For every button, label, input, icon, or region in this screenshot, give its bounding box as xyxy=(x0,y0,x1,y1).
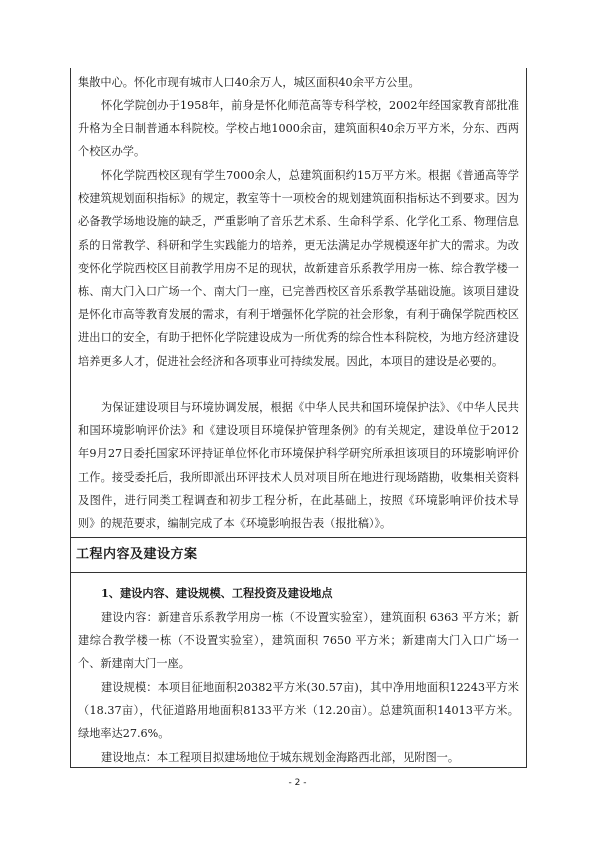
section-title: 工程内容及建设方案 xyxy=(76,547,198,562)
construction-scale: 建设规模：本项目征地面积20382平方米(30.57亩)，其中净用地面积12243平方米（18.37亩），代征道路用地面积8133平方米（12.20亩）。总建筑面积14013平方米。绿地率达27.6%。 xyxy=(78,681,519,741)
construction-location: 建设地点：本工程项目拟建场地位于城东规划金海路西北部，见附图一。 xyxy=(101,751,460,764)
intro-paragraph-2: 怀化学院创办于1958年，前身是怀化师范高等专科学校，2002年经国家教育部批准升格为全日制普通本科院校。学校占地1000余亩，建筑面积40余万平方米，分东、西两个校区办学。 xyxy=(78,99,519,159)
section-subtitle: 1、建设内容、建设规模、工程投资及建设地点 xyxy=(101,586,333,600)
section-divider-top xyxy=(71,537,526,538)
intro-paragraph-4: 为保证建设项目与环境协调发展，根据《中华人民共和国环境保护法》、《中华人民共和国环境影响评价法》和《建设项目环境保护管理条例》的有关规定，建设单位于2012年9月27日委托国家环评持证单位怀化市环境保护科学研究所承担该项目的环境影响评价工作。接受委托后，我所即派出环评技术人员对项目所在地进行现场踏勘，收集相关资料及图件，进行同类工程调查和初步工程分析，在此基础上，按照《环境影响评价技术导则》的规范要求，编制完成了本《环境影响报告表（报批稿）》。 xyxy=(78,401,519,531)
page-number: - 2 - xyxy=(288,778,307,788)
construction-content: 建设内容：新建音乐系教学用房一栋（不设置实验室），建筑面积 6363 平方米；新建综合教学楼一栋（不设置实验室），建筑面积 7650 平方米；新建南大门入口广场一个、新建南大门一座。 xyxy=(78,611,519,671)
intro-paragraph-1: 集散中心。怀化市现有城市人口40余万人，城区面积40余平方公里。 xyxy=(78,76,420,89)
section-divider-bottom xyxy=(71,572,526,573)
intro-paragraph-3: 怀化学院西校区现有学生7000余人，总建筑面积约15万平方米。根据《普通高等学校建筑规划面积指标》的规定，教室等十一项校舍的规划建筑面积指标达不到要求。因为必备教学场地设施的缺乏，严重影响了音乐艺术系、生命科学系、化学化工系、物理信息系的日常教学、科研和学生实践能力的培养，更无法满足办学规模逐年扩大的需求。为改变怀化学院西校区目前教学用房不足的现状，故新建音乐系教学用房一栋、综合教学楼一栋、南大门入口广场一个、南大门一座，已完善西校区音乐系教学基础设施。该项目建设是怀化市高等教育发展的需求，有利于增强怀化学院的社会形象，有利于确保学院西校区进出口的安全，有助于把怀化学院建设成为一所优秀的综合性本科院校，为地方经济建设培养更多人才，促进社会经济和各项事业可持续发展。因此，本项目的建设是必要的。 xyxy=(78,169,519,368)
